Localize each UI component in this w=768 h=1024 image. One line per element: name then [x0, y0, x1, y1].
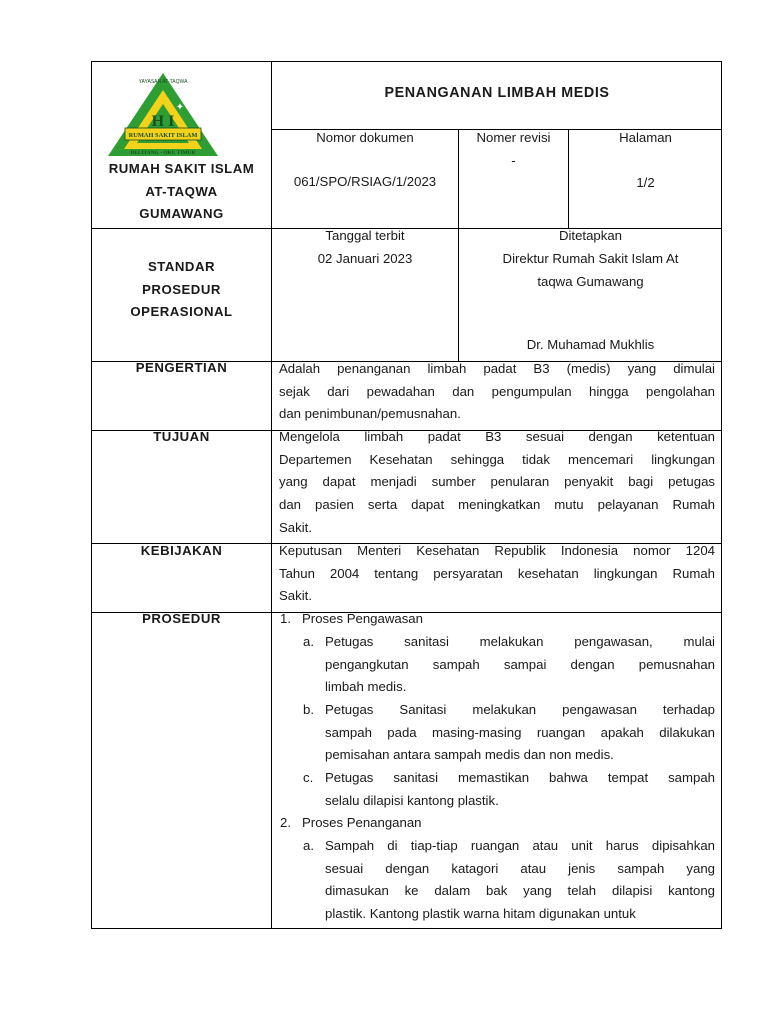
prosedur-item-number: 2.	[280, 815, 291, 830]
section-label-kebijakan: KEBIJAKAN	[140, 543, 223, 558]
hospital-name-line: RUMAH SAKIT ISLAM	[108, 161, 255, 176]
issue-date-label: Tanggal terbit	[325, 228, 405, 243]
body-line: Mengelola limbah padat B3 sesuai dengan ketentuan	[279, 429, 715, 444]
prosedur-sub-letter: b.	[303, 702, 314, 717]
body-line: yang dapat menjadi sumber penularan penyakit bagi petugas	[279, 474, 715, 490]
section-label-pengertian: PENGERTIAN	[135, 360, 228, 375]
body-line: Petugas sanitasi melakukan pengawasan, mulai	[325, 634, 715, 649]
body-line: pengangkutan sampah sampai dengan pemusnahan	[325, 656, 715, 672]
body-line: Keputusan Menteri Kesehatan Republik Indonesia nomor 1204	[279, 543, 715, 558]
body-line: Tahun 2004 tentang persyaratan kesehatan lingkungan Rumah	[279, 565, 715, 581]
prosedur-sub-letter: a.	[303, 634, 314, 649]
body-line: plastik. Kantong plastik warna hitam digunakan untuk	[325, 906, 636, 922]
document-title: PENANGANAN LIMBAH MEDIS	[384, 85, 610, 101]
prosedur-sub-body	[325, 767, 715, 812]
logo-emblem-letters: H I	[151, 113, 175, 130]
body-line: dan pasien serta dapat meningkatkan mutu pelayanan Rumah	[279, 497, 715, 513]
section-label-prosedur: PROSEDUR	[142, 611, 221, 626]
body-line: dan penimbunan/pemusnahan.	[279, 406, 461, 422]
doc-number-value: 061/SPO/RSIAG/1/2023	[293, 174, 437, 189]
revision-label: Nomer revisi	[476, 130, 551, 145]
body-line: dimasukan ke dalam bak yang telah dilapisi kantong	[325, 883, 715, 899]
set-by-role	[459, 248, 722, 293]
prosedur-item-title: Proses Pengawasan	[302, 611, 423, 626]
spo-label	[92, 256, 271, 324]
body-line: pemisahan antara sampah medis dan non medis.	[325, 747, 614, 763]
section-label-tujuan: TUJUAN	[153, 429, 210, 444]
hospital-name	[92, 158, 271, 226]
set-by-name: Dr. Muhamad Mukhlis	[526, 337, 655, 352]
hospital-name-line: AT-TAQWA	[145, 183, 218, 199]
prosedur-sub-letter: a.	[303, 838, 314, 853]
body-line: sesuai dengan katagori atau jenis sampah yang	[325, 860, 715, 876]
body-line: limbah medis.	[325, 679, 407, 695]
section-body-kebijakan	[279, 540, 715, 608]
body-line: selalu dilapisi kantong plastik.	[325, 792, 499, 808]
page-label: Halaman	[619, 130, 672, 145]
issue-date-value: 02 Januari 2023	[317, 251, 413, 266]
body-line: Departemen Kesehatan sehingga tidak mencemari lingkungan	[279, 451, 715, 467]
page-value: 1/2	[636, 175, 655, 190]
set-by-label: Ditetapkan	[558, 228, 623, 243]
body-line: Sakit.	[279, 588, 312, 604]
body-line: Sampah di tiap-tiap ruangan atau unit harus dipisahkan	[325, 838, 715, 853]
logo-arc-text: YAYASAN AT-TAQWA	[138, 79, 188, 85]
spo-label-line: OPERASIONAL	[130, 304, 233, 320]
body-line: Sakit.	[279, 519, 312, 535]
body-line: sampah pada masing-masing ruangan apakah dilakukan	[325, 724, 715, 740]
logo-bottom-text: BELITANG - OKU TIMUR	[130, 150, 196, 156]
prosedur-sub-letter: c.	[303, 770, 314, 785]
revision-value: -	[511, 153, 516, 168]
set-by-role-line: Direktur Rumah Sakit Islam At	[502, 251, 679, 266]
doc-number-label: Nomor dokumen	[316, 130, 414, 145]
spo-label-line: PROSEDUR	[142, 281, 221, 297]
section-body-pengertian	[279, 358, 715, 426]
prosedur-sub-body	[325, 835, 715, 926]
prosedur-item-number: 1.	[280, 611, 291, 626]
body-line: Petugas sanitasi memastikan bahwa tempat sampah	[325, 770, 715, 785]
set-by-role-line: taqwa Gumawang	[537, 273, 644, 289]
logo-banner-text: RUMAH SAKIT ISLAM	[128, 132, 198, 139]
hospital-name-line: GUMAWANG	[139, 206, 224, 222]
body-line: Petugas Sanitasi melakukan pengawasan terhadap	[325, 702, 715, 717]
spo-label-line: STANDAR	[148, 259, 215, 274]
body-line: Adalah penanganan limbah padat B3 (medis) yang dimulai	[279, 361, 715, 376]
body-line: sejak dari pewadahan dan pengumpulan hingga pengolahan	[279, 383, 715, 399]
hospital-logo	[105, 70, 221, 162]
prosedur-sub-body	[325, 699, 715, 767]
logo-star-icon: ✦	[175, 102, 185, 113]
prosedur-sub-body	[325, 631, 715, 699]
prosedur-item-title: Proses Penanganan	[302, 815, 422, 830]
section-body-tujuan	[279, 426, 715, 540]
